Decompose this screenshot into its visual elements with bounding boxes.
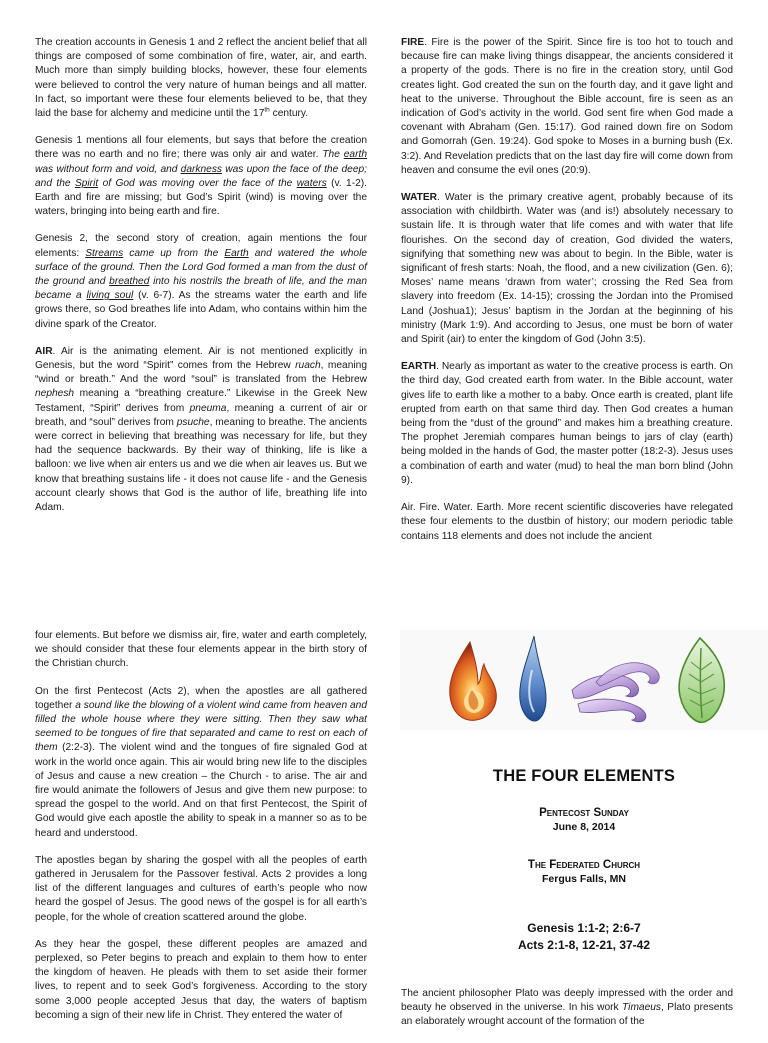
fire-icon	[450, 642, 497, 720]
intro-paragraph: The creation accounts in Genesis 1 and 2 reflect the ancient belief that all things are composed of some combination of fire, water, air, and earth. Much more than simply building blocks, however, these four elements were believed to control the very nature of human beings and all matter. In fact, so important were these four elements believed to be, that they laid the base for alchemy and medicine until the 17th century.	[35, 37, 367, 120]
peter-paragraph: As they hear the gospel, these different peoples are amazed and perplexed, so Peter begins to preach and explain to them how to enter the kingdom of heaven. He pleads with them to set aside their former lives, to repent and to seek God’s forgiveness. According to the story some 3,000 people accepted Jesus that day, the waters of baptism becoming a sign of their new life in Christ. They entered the water of	[35, 938, 367, 1021]
bulletin-title: THE FOUR ELEMENTS	[492, 767, 676, 785]
air-icon	[572, 663, 659, 722]
apostles-paragraph: The apostles began by sharing the gospel with all the peoples of earth gathered in Jerusalem for the Passover festival. Acts 2 provides a long list of the different languages and cultures of earth’s people who now heard the gospel of Jesus. The good news of the gospel is for all earth’s people, for the whole of creation scattered around the globe.	[35, 854, 367, 923]
earth-icon	[679, 638, 724, 722]
genesis-2-paragraph: Genesis 2, the second story of creation, again mentions the four elements: Streams came up from the Earth and watered the whole surface of the ground. Then the Lord God formed a man from the dust of the ground and breathed into his nostrils the breath of life, and the man became a living soul (v. 6-7). As the streams water the earth and life grows there, so God breathes life into Adam, who contains within him the divine spark of the Creator.	[35, 233, 368, 330]
service-date: June 8, 2014	[552, 821, 616, 833]
water-icon	[520, 636, 546, 721]
church-info	[400, 858, 768, 886]
reading-genesis: Genesis 1:1-2; 2:6-7	[527, 921, 641, 935]
scripture-readings	[400, 920, 768, 954]
water-paragraph: WATER. Water is the primary creative agent, probably because of its association with childbirth. Water was (and is!) absolutely necessary to sustain life. It is through water that life comes and with water that life flourishes. On the second day of creation, God divided the waters, signifying that something new was about to begin. In the Bible, water is significant of fresh starts: Noah, the flood, and a new civilization (Gen. 6); Moses’ name means ‘drawn from water’; crossing the Red Sea from slavery into freedom (Ex. 14-15); crossing the Jordan into the Promised Land (Joshua1); Jesus’ baptism in the Jordan at the beginning of his ministry (Mark 1:9). And according to Jesus, one must be born of water and Spirit (air) to enter the kingdom of God (John 3:5).	[401, 192, 733, 346]
service-name: Pentecost Sunday	[539, 807, 629, 819]
genesis-1-paragraph: Genesis 1 mentions all four elements, but says that before the creation there was no earth and no fire; there was only air and water. The earth was without form and void, and darkness was upon the face of the deep; and the Spirit of God was moving over the face of the waters (v. 1-2). Earth and fire are missing; but God’s Spirit (wind) is moving over the waters, bringing into being earth and fire.	[35, 135, 367, 218]
column-bottom-left	[35, 629, 367, 1036]
four-elements-illustration	[400, 630, 768, 730]
air-paragraph: AIR. Air is the animating element. Air is not mentioned explicitly in Genesis, but the word “Spirit” comes from the Hebrew ruach, meaning “wind or breath.” And the word “soul” is translated from the Hebrew nephesh meaning a “breathing creature.” Likewise in the Greek New Testament, “Spirit” derives from pneuma, meaning a current of air or breath, and “soul” derives from psuche, meaning to breathe. The ancients were correct in believing that breathing was necessary for life, but they had the sequence backwards. By their way of thinking, life is like a balloon: we live when air enters us and we die when air leaves us. But we know that breathing sustains life - it does not cause life - and the Genesis account clearly shows that God is the author of life, breathing life into Adam.	[35, 345, 367, 514]
column-top-right	[401, 36, 733, 557]
continuation-paragraph: four elements. But before we dismiss air, fire, water and earth completely, we should consider that these four elements appear in the birth story of the Christian church.	[35, 630, 367, 670]
church-location: Fergus Falls, MN	[541, 873, 626, 885]
fire-paragraph: FIRE. Fire is the power of the Spirit. Since fire is too hot to touch and because fire can make living things disappear, the ancients considered it a property of the gods. There is no fire in the creation story, until God creates light. God created the sun on the fourth day, and it gave light and heat to the universe. Throughout the Bible account, fire is seen as an indication of God’s activity in the world. God sent fire when God made a covenant with Abraham (Gen. 15:17). God rained down fire on Sodom and Gomorrah (Gen. 19:24). God spoke to Moses in a burning bush (Ex. 3:2). And Revelation predicts that on the last day fire will come down from heaven and consume the evil ones (20:9).	[401, 37, 733, 176]
column-top-left	[35, 36, 367, 528]
reading-acts: Acts 2:1-8, 12-21, 37-42	[517, 938, 651, 952]
closing-paragraph: Air. Fire. Water. Earth. More recent scientific discoveries have relegated these four elements to the dustbin of history; our modern periodic table contains 118 elements and does not include the ancient	[401, 502, 733, 542]
plato-text: The ancient philosopher Plato was deeply impressed with the order and beauty he observed in the universe. In his work Timaeus, Plato presents an elaborately wrought account of the formation of the	[401, 988, 733, 1028]
pentecost-paragraph: On the first Pentecost (Acts 2), when the apostles are all gathered together a sound like the blowing of a violent wind came from heaven and filled the whole house where they were sitting. Then they saw what seemed to be tongues of fire that separated and came to rest on each of them (2:2-3). The violent wind and the tongues of fire signaled God at work in the world once again. This air would bring new life to the disciples of Jesus and cause a new creation – the Church - to arise. The air and fire would animate the followers of Jesus and give them new purpose: to spread the gospel to the world. And on that first Pentecost, the Spirit of God would give each apostle the ability to speak in a manner so as to be heard and understood.	[35, 685, 368, 839]
church-name: The Federated Church	[527, 859, 641, 871]
service-info	[400, 806, 768, 834]
plato-paragraph	[401, 987, 733, 1043]
earth-paragraph: EARTH. Nearly as important as water to the creative process is earth. On the third day, God created earth from water. In the Bible account, water gives life to earth like a mother to a baby. Once earth is created, plant life erupted from earth on that same third day. Then God creates a human being from the “dust of the ground” and makes him a breathing creature. The prophet Jeremiah compares human beings to jars of clay (earth) being molded in the hands of God, the master potter (18:2-3). Jesus uses a combination of earth and water (mud) to heal the man born blind (John 9).	[401, 361, 733, 486]
